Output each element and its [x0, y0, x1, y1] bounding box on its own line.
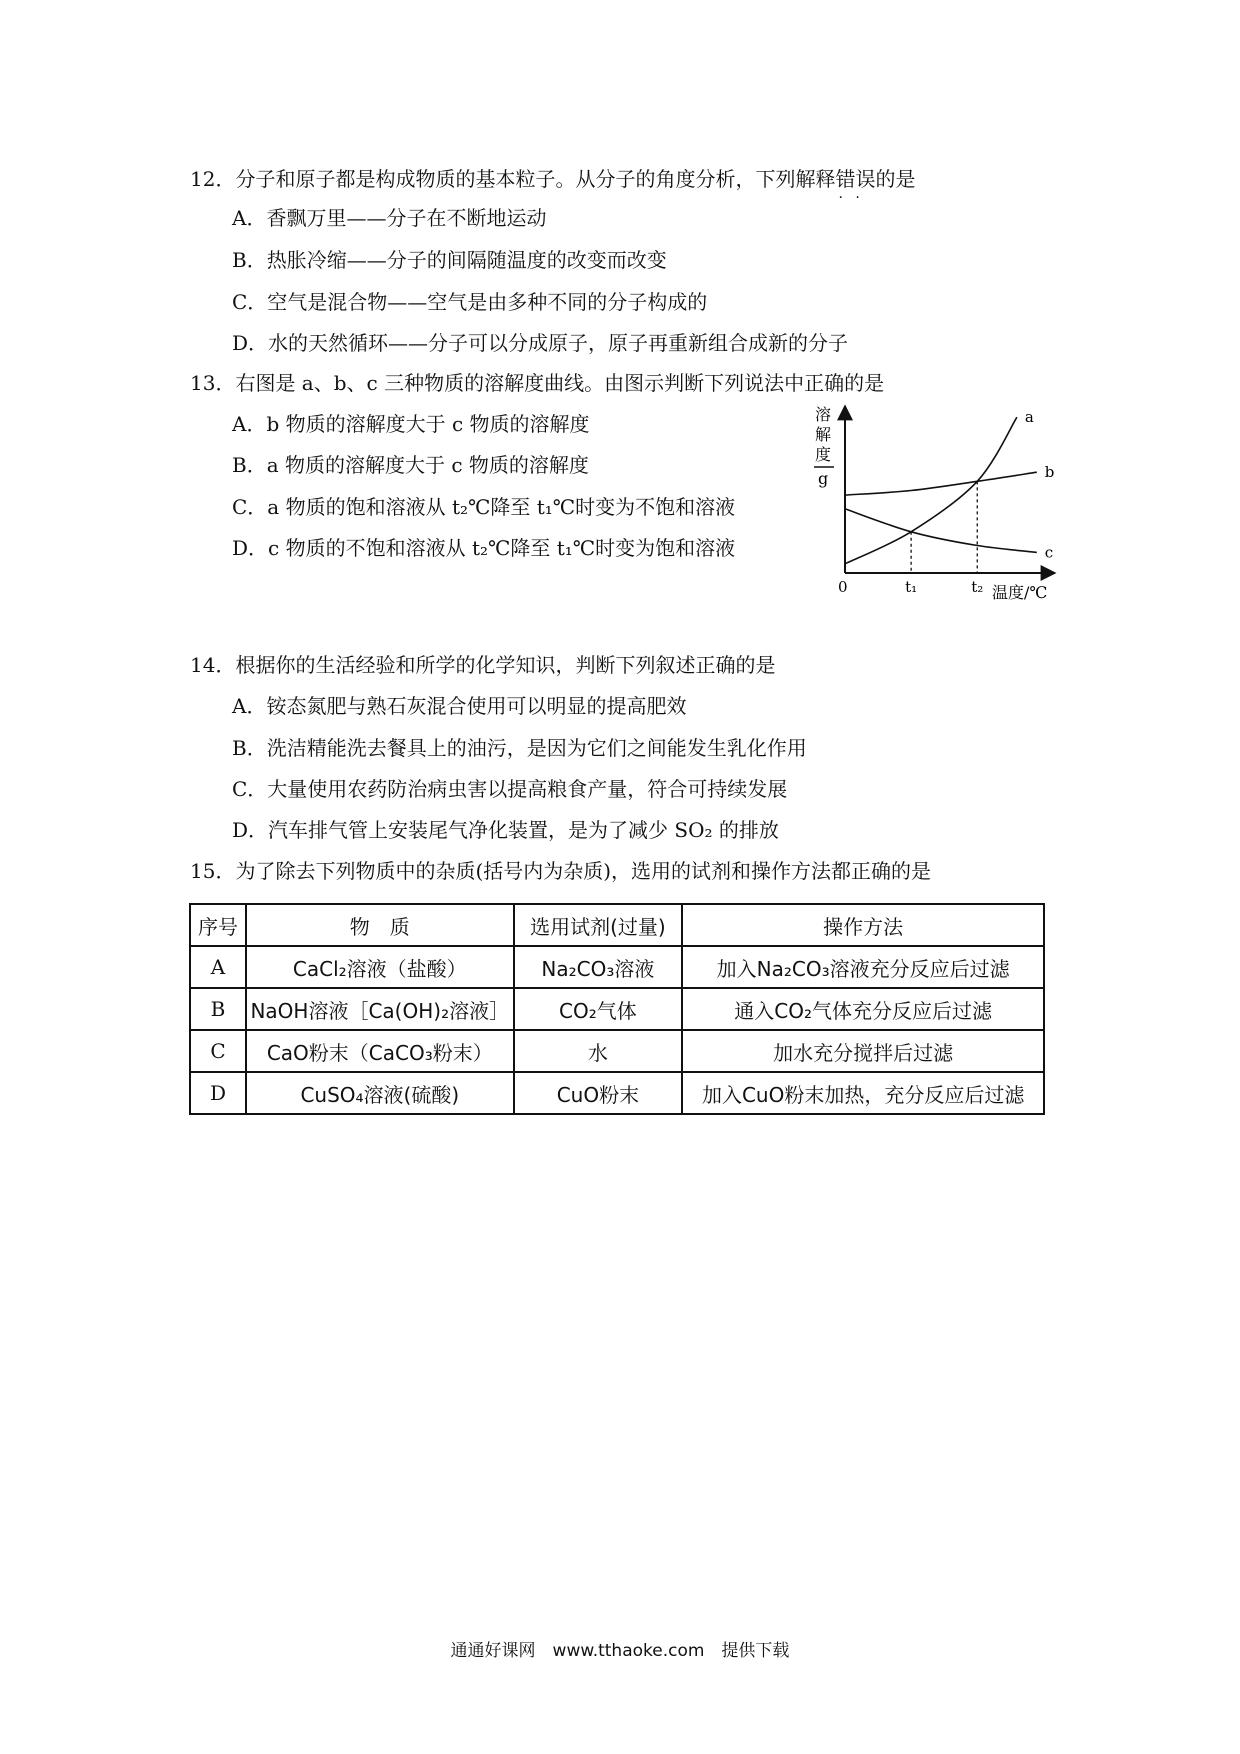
cell-method: 加入Na₂CO₃溶液充分反应后过滤	[682, 946, 1044, 988]
q14-option-b: B．洗洁精能洗去餐具上的油污，是因为它们之间能发生乳化作用	[232, 736, 807, 760]
q12-option-d: D．水的天然循环——分子可以分成原子，原子再重新组合成新的分子	[232, 331, 849, 355]
cell-method: 通入CO₂气体充分反应后过滤	[682, 988, 1044, 1030]
y-label-char-2: 度	[815, 445, 832, 464]
q13-option-b: B．a 物质的溶解度大于 c 物质的溶解度	[232, 453, 589, 477]
cell-index: A	[190, 946, 246, 988]
q12-option-b: B．热胀冷缩——分子的间隔随温度的改变而改变	[232, 248, 667, 272]
curve-c	[845, 509, 1037, 553]
q14-option-d: D．汽车排气管上安装尾气净化装置，是为了减少 SO₂ 的排放	[232, 818, 779, 842]
x-tick-label-t1: t₁	[905, 578, 918, 596]
curve-label-a: a	[1024, 408, 1034, 427]
q12-stem: 12．分子和原子都是构成物质的基本粒子。从分子的角度分析，下列解释错误 · ·的是	[190, 166, 915, 192]
table-row	[190, 946, 1044, 988]
q14-option-a: A．铵态氮肥与熟石灰混合使用可以明显的提高肥效	[232, 694, 687, 718]
header-index: 序号	[190, 904, 246, 946]
cell-reagent: 水	[514, 1030, 683, 1072]
q12-emphasis: 错误 · ·	[835, 167, 875, 191]
q13-option-d: D．c 物质的不饱和溶液从 t₂℃降至 t₁℃时变为饱和溶液	[232, 536, 736, 560]
cell-substance: CuSO₄溶液(硫酸)	[246, 1072, 513, 1114]
curve-b	[845, 472, 1037, 495]
q13-option-a: A．b 物质的溶解度大于 c 物质的溶解度	[232, 412, 590, 436]
cell-index: C	[190, 1030, 246, 1072]
cell-method: 加入CuO粉末加热，充分反应后过滤	[682, 1072, 1044, 1114]
y-label-char-0: 溶	[815, 405, 832, 424]
y-label-char-1: 解	[815, 425, 832, 444]
cell-substance: CaO粉末（CaCO₃粉末）	[246, 1030, 513, 1072]
cell-reagent: CO₂气体	[514, 988, 683, 1030]
impurity-table	[189, 903, 1045, 1115]
solubility-chart	[800, 398, 1065, 608]
table-row	[190, 1030, 1044, 1072]
table-row	[190, 988, 1044, 1030]
y-unit: g	[818, 469, 829, 488]
cell-substance: NaOH溶液［Ca(OH)₂溶液］	[246, 988, 513, 1030]
table-row	[190, 1072, 1044, 1114]
q14-option-c: C．大量使用农药防治病虫害以提高粮食产量，符合可持续发展	[232, 777, 788, 801]
page-footer: 通通好课网 www.tthaoke.com 提供下载	[450, 1641, 790, 1661]
cell-method: 加水充分搅拌后过滤	[682, 1030, 1044, 1072]
q14-stem: 14．根据你的生活经验和所学的化学知识，判断下列叙述正确的是	[190, 653, 776, 677]
q13-stem: 13．右图是 a、b、c 三种物质的溶解度曲线。由图示判断下列说法中正确的是	[190, 371, 885, 395]
cell-reagent: Na₂CO₃溶液	[514, 946, 683, 988]
q15-stem: 15．为了除去下列物质中的杂质(括号内为杂质)，选用的试剂和操作方法都正确的是	[190, 859, 932, 883]
cell-index: D	[190, 1072, 246, 1114]
cell-reagent: CuO粉末	[514, 1072, 683, 1114]
q13-option-c: C．a 物质的饱和溶液从 t₂℃降至 t₁℃时变为不饱和溶液	[232, 495, 736, 519]
header-reagent: 选用试剂(过量)	[514, 904, 683, 946]
q12-option-c: C．空气是混合物——空气是由多种不同的分子构成的	[232, 290, 708, 314]
header-method: 操作方法	[682, 904, 1044, 946]
header-substance: 物 质	[246, 904, 513, 946]
curve-label-c: c	[1044, 543, 1054, 562]
q12-option-a: A．香飘万里——分子在不断地运动	[232, 206, 547, 230]
table-header-row	[190, 904, 1044, 946]
cell-index: B	[190, 988, 246, 1030]
cell-substance: CaCl₂溶液（盐酸）	[246, 946, 513, 988]
x-axis-label: 温度/℃	[992, 583, 1048, 602]
curve-a	[845, 417, 1017, 564]
curve-label-b: b	[1044, 463, 1055, 482]
x-tick-label-t2: t₂	[971, 578, 984, 596]
origin-label: 0	[838, 578, 848, 596]
